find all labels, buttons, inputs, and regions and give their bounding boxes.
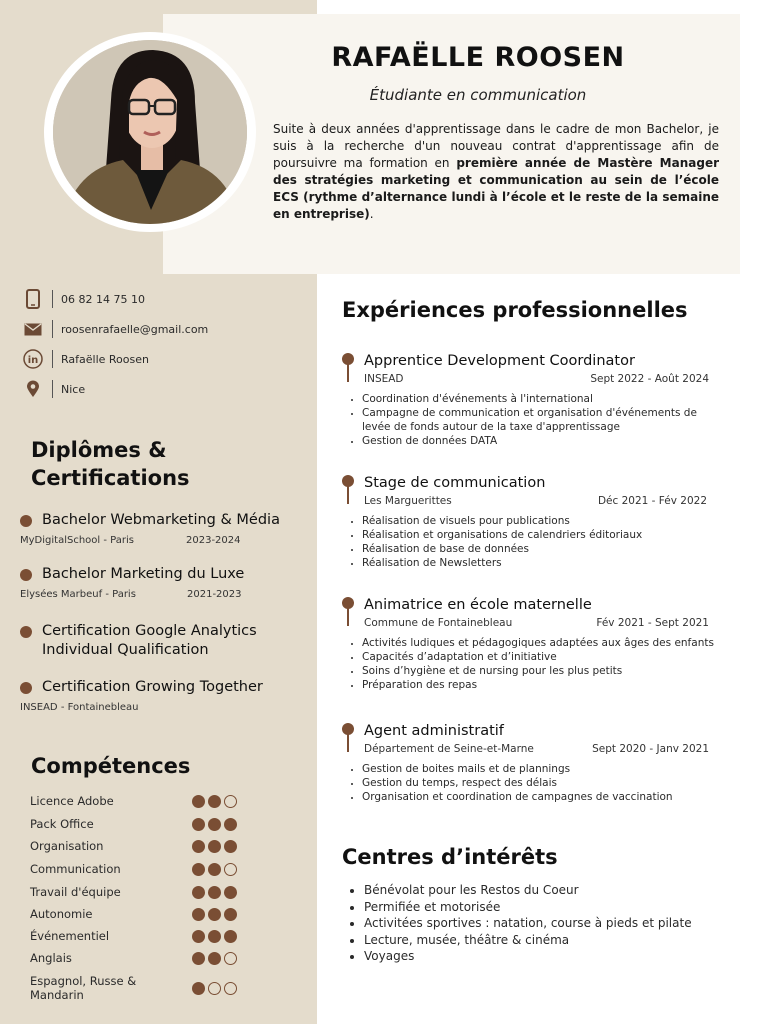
skill-label: Espagnol, Russe & Mandarin [30,974,137,1002]
job-title: Stage de communication [364,475,546,491]
interest-item: • Lecture, musée, théâtre & cinéma [364,932,692,949]
rating-dot-filled [208,886,221,899]
contact-linkedin-row [22,348,149,370]
skill-row [30,862,250,876]
interest-item: • Bénévolat pour les Restos du Coeur [364,882,692,899]
bullet-dot [20,515,32,527]
job-title: Animatrice en école maternelle [364,597,592,613]
job-entry [342,352,722,448]
linkedin-icon [22,348,44,370]
profile-summary [273,121,719,223]
skill-label: Autonomie [30,907,93,921]
contact-email-row [22,318,208,340]
skill-row [30,929,250,943]
bullet-dot [20,569,32,581]
rating-dot-filled [208,818,221,831]
job-bullet: • Gestion de données DATA [362,434,722,448]
diploma-years: 2021-2023 [187,589,242,600]
rating-dot-empty [208,982,221,995]
job-bullets [362,514,722,570]
skill-level-rating [192,795,237,808]
skill-label: Pack Office [30,817,94,831]
skill-level-rating [192,863,237,876]
contact-separator [52,290,53,308]
contact-separator [52,320,53,338]
rating-dot-filled [208,930,221,943]
candidate-name: RAFAËLLE ROOSEN [331,42,625,73]
contact-location-row [22,378,85,400]
skill-row [30,885,250,899]
diploma-title: Certification Google Analytics Individual Qualification [42,623,257,658]
rating-dot-filled [192,840,205,853]
diploma-title: Bachelor Marketing du Luxe [42,566,245,582]
timeline-stem [347,608,349,626]
contact-email[interactable]: roosenrafaelle@gmail.com [61,322,209,336]
location-pin-icon [22,378,44,400]
interest-item: • Permifiée et motorisée [364,899,692,916]
job-company: Les Marguerittes [364,495,452,507]
timeline-stem [347,364,349,382]
job-title: Apprentice Development Coordinator [364,353,635,369]
job-entry [342,596,722,692]
rating-dot-filled [208,952,221,965]
bullet-dot [20,682,32,694]
job-dates: Sept 2020 - Janv 2021 [592,743,709,755]
skill-level-rating [192,818,237,831]
diploma-title: Bachelor Webmarketing & Média [42,512,280,528]
skill-row [30,794,250,808]
contact-linkedin[interactable]: Rafaëlle Roosen [61,352,149,366]
skill-row [30,907,250,921]
job-bullet: • Réalisation et organisations de calendriers éditoriaux [362,528,722,542]
contact-location: Nice [61,382,86,396]
job-dates: Sept 2022 - Août 2024 [590,373,709,385]
skill-row [30,817,250,831]
job-company: INSEAD [364,373,404,385]
profile-photo [53,40,247,224]
diploma-years: 2023-2024 [186,535,241,546]
skill-level-rating [192,952,237,965]
rating-dot-filled [224,818,237,831]
skill-row [30,839,250,853]
rating-dot-empty [224,863,237,876]
diploma-school: Elysées Marbeuf - Paris [20,589,136,600]
job-entry [342,474,722,570]
skill-level-rating [192,982,237,995]
contact-separator [52,380,53,398]
diploma-title: Certification Growing Together [42,679,263,695]
timeline-stem [347,486,349,504]
job-title: Agent administratif [364,723,504,739]
job-bullet: • Capacités d’adaptation et d’initiative [362,650,722,664]
skill-row [30,951,250,965]
rating-dot-empty [224,952,237,965]
job-dates: Fév 2021 - Sept 2021 [596,617,709,629]
summary-bold: première année de Mastère Manager des stratégies marketing et communication au sein de l’école ECS (rythme d’alternance lundi à l’école et le reste de la semaine en entreprise) [273,156,719,221]
rating-dot-filled [224,840,237,853]
job-bullets [362,636,722,692]
contact-phone-row [22,288,145,310]
job-bullet: • Gestion du temps, respect des délais [362,776,722,790]
contact-phone: 06 82 14 75 10 [61,292,145,306]
rating-dot-filled [192,886,205,899]
diploma-item [20,511,280,546]
bullet-dot [20,626,32,638]
skill-label: Licence Adobe [30,794,114,808]
skill-level-rating [192,908,237,921]
diplomas-section-title: Diplômes & Certifications [31,438,190,490]
job-company: Département de Seine-et-Marne [364,743,534,755]
summary-end: . [369,207,374,221]
job-bullet: • Campagne de communication et organisation d'événements de levée de fonds autour de la taxe d'apprentissage [362,406,722,434]
job-bullet: • Soins d’hygiène et de nursing pour les plus petits [362,664,722,678]
diploma-school: MyDigitalSchool - Paris [20,535,134,546]
job-company: Commune de Fontainebleau [364,617,513,629]
rating-dot-filled [192,952,205,965]
skill-level-rating [192,930,237,943]
skill-label: Événementiel [30,929,110,943]
skill-level-rating [192,886,237,899]
rating-dot-filled [192,930,205,943]
portrait-illustration [53,40,247,224]
rating-dot-filled [208,795,221,808]
job-bullet: • Activités ludiques et pédagogiques adaptées aux âges des enfants [362,636,722,650]
rating-dot-filled [224,930,237,943]
interest-item: • Activitées sportives : natation, course à pieds et pilate [364,915,692,932]
skill-row [30,974,250,1002]
summary-plain: Suite à deux années d'apprentissage dans le cadre de mon Bachelor, je suis à la recherche d'un nouveau contrat d'apprentissage afin de poursuivre ma formation en [273,122,719,170]
skill-label: Anglais [30,951,72,965]
skill-label: Organisation [30,839,104,853]
rating-dot-filled [224,908,237,921]
skills-section-title: Compétences [31,754,191,778]
envelope-icon [22,318,44,340]
contact-separator [52,350,53,368]
rating-dot-filled [192,982,205,995]
job-bullet: • Réalisation de base de données [362,542,722,556]
rating-dot-filled [208,840,221,853]
job-bullet: • Gestion de boites mails et de plannings [362,762,722,776]
job-dates: Déc 2021 - Fév 2022 [597,495,707,507]
diploma-item [20,565,244,600]
job-bullet: • Organisation et coordination de campagnes de vaccination [362,790,722,804]
job-bullets [362,392,722,448]
experience-section-title: Expériences professionnelles [342,298,688,322]
rating-dot-filled [208,908,221,921]
skill-label: Communication [30,862,121,876]
timeline-stem [347,734,349,752]
interests-section-title: Centres d’intérêts [342,845,558,869]
diploma-item [20,678,263,713]
rating-dot-filled [192,908,205,921]
interests-list [346,882,692,965]
rating-dot-filled [224,886,237,899]
candidate-subtitle: Étudiante en communication [369,86,587,104]
job-entry [342,722,722,804]
job-bullet: • Coordination d'événements à l'international [362,392,722,406]
skill-label: Travail d'équipe [30,885,121,899]
interest-item: • Voyages [364,948,692,965]
job-bullet: • Préparation des repas [362,678,722,692]
rating-dot-empty [224,982,237,995]
phone-icon [22,288,44,310]
job-bullet: • Réalisation de visuels pour publications [362,514,722,528]
diploma-item [20,622,290,660]
rating-dot-filled [208,863,221,876]
rating-dot-filled [192,818,205,831]
rating-dot-filled [192,795,205,808]
rating-dot-empty [224,795,237,808]
job-bullet: • Réalisation de Newsletters [362,556,722,570]
svg-text:in: in [27,355,39,366]
job-bullets [362,762,722,804]
rating-dot-filled [192,863,205,876]
skill-level-rating [192,840,237,853]
diploma-school: INSEAD - Fontainebleau [20,702,139,713]
